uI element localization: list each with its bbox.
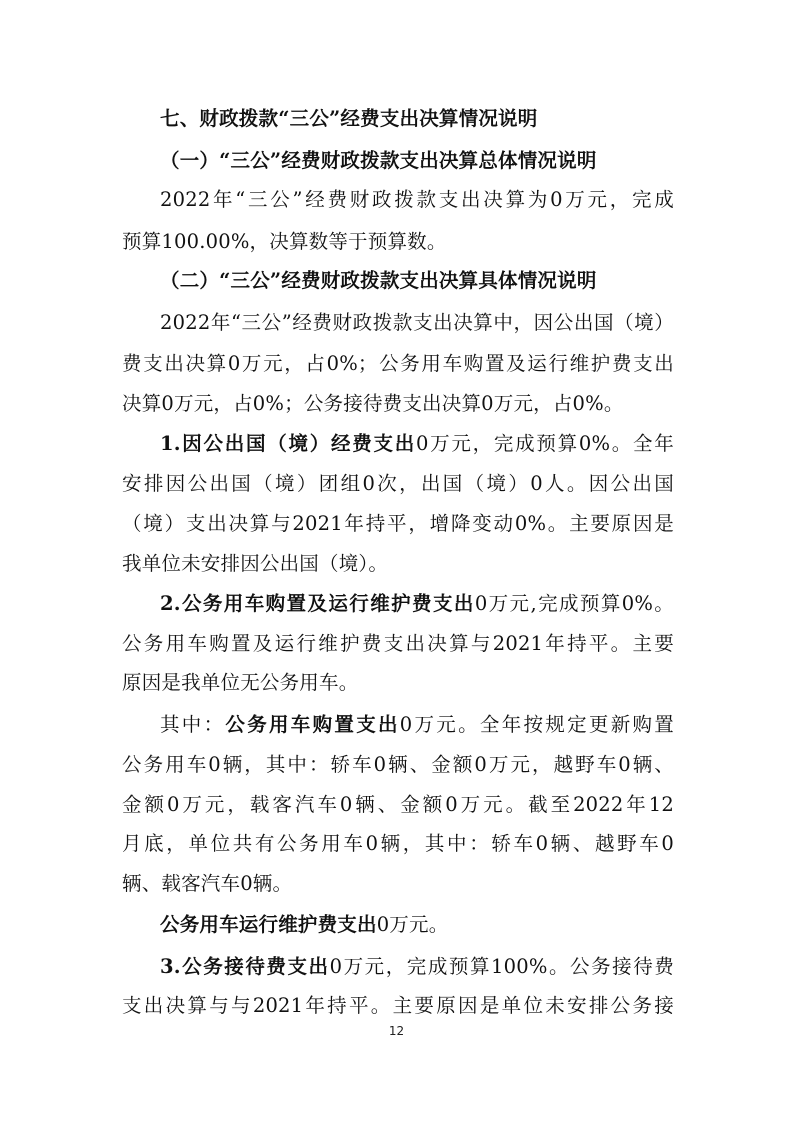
bold-text-segment: 1.因公出国（境）经费支出 <box>160 432 417 455</box>
bold-text-segment: 2.公务用车购置及运行维护费支出 <box>160 592 475 615</box>
text-line: 安排因公出国（境）团组0次，出国（境）0人。因公出国 <box>122 472 674 495</box>
text-line: （二）“三公”经费财政拨款支出决算具体情况说明 <box>160 269 597 292</box>
text-line: （一）“三公”经费财政拨款支出决算总体情况说明 <box>160 149 597 172</box>
text-line: 支出决算与与2021年持平。主要原因是单位未安排公务接 <box>122 994 674 1017</box>
text-line: 决算0万元，占0%；公务接待费支出决算0万元，占0%。 <box>122 392 624 415</box>
bold-text-segment: 公务用车购置支出 <box>225 713 400 736</box>
text-segment: 0万元。全年按规定更新购置 <box>399 713 674 736</box>
bold-text-segment: 3.公务接待费支出 <box>160 955 330 978</box>
text-line <box>160 910 674 940</box>
text-segment: 0万元，完成预算0%。全年 <box>416 432 674 455</box>
text-segment: 0万元。 <box>376 913 449 936</box>
text-line <box>160 589 674 619</box>
page-number: 12 <box>388 1024 405 1038</box>
text-line: 公务用车0辆，其中：轿车0辆、金额0万元，越野车0辆、 <box>122 753 674 776</box>
text-line: 2022年“三公”经费财政拨款支出决算中，因公出国（境） <box>160 311 674 334</box>
text-line: 费支出决算0万元，占0%；公务用车购置及运行维护费支出 <box>122 352 674 375</box>
text-line: （境）支出决算与2021年持平，增降变动0%。主要原因是 <box>122 512 674 535</box>
text-line: 我单位未安排因公出国（境）。 <box>122 552 389 575</box>
text-line: 月底，单位共有公务用车0辆，其中：轿车0辆、越野车0 <box>122 832 674 855</box>
text-segment: 0万元,完成预算0%。 <box>474 592 674 615</box>
text-line: 辆、载客汽车0辆。 <box>122 872 293 895</box>
text-line: 公务用车购置及运行维护费支出决算与2021年持平。主要 <box>122 632 674 655</box>
bold-text-segment: 公务用车运行维护费支出 <box>160 913 377 936</box>
text-line <box>160 429 674 459</box>
text-line: 2022年“三公”经费财政拨款支出决算为0万元，完成 <box>160 188 674 211</box>
text-line <box>160 710 674 740</box>
text-segment: 0万元，完成预算100%。公务接待费 <box>329 955 674 978</box>
text-line: 金额0万元，载客汽车0辆、金额0万元。截至2022年12 <box>122 793 674 816</box>
text-line: 原因是我单位无公务用车。 <box>122 671 359 694</box>
text-line: 七、财政拨款“三公”经费支出决算情况说明 <box>160 107 538 130</box>
text-segment: 其中： <box>160 713 226 736</box>
text-line <box>160 952 674 982</box>
text-line: 预算100.00%，决算数等于预算数。 <box>122 230 447 253</box>
